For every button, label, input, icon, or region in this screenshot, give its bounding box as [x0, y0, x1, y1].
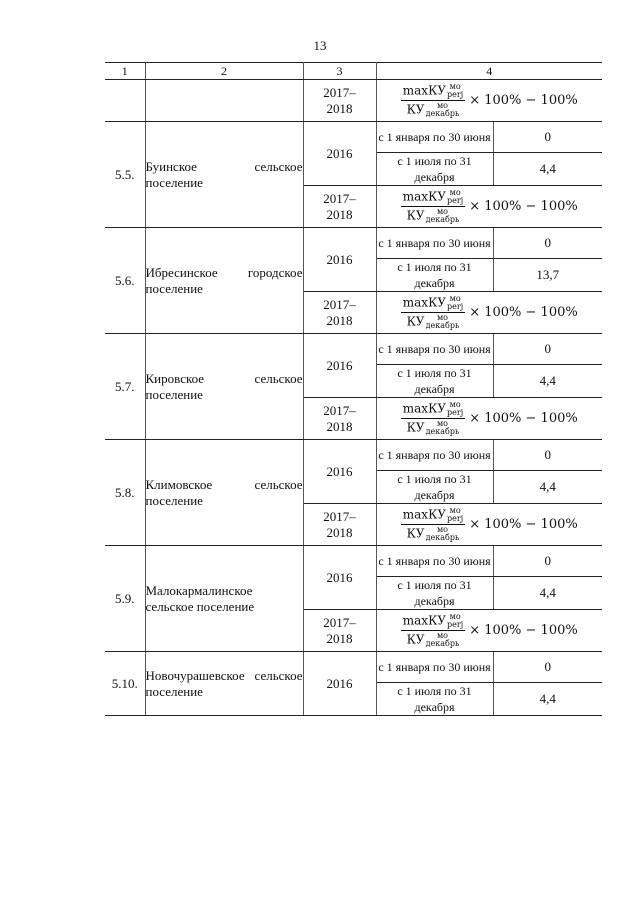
year-cell: 2017– 2018: [303, 292, 376, 334]
period-cell: с 1 июля по 31 декабря: [376, 365, 493, 398]
year-cell: 2017– 2018: [303, 186, 376, 228]
value-cell: 0: [493, 122, 602, 153]
period-cell: с 1 января по 30 июня: [376, 122, 493, 153]
period-cell: с 1 июля по 31 декабря: [376, 259, 493, 292]
table-row: [105, 122, 602, 153]
table-row: [105, 228, 602, 259]
formula-cell: [376, 186, 602, 228]
formula-cell: [376, 292, 602, 334]
name-cell: Буинское сельское поселение: [145, 122, 303, 228]
year-cell: 2017– 2018: [303, 504, 376, 546]
year-cell: 2016: [303, 652, 376, 716]
value-cell: 0: [493, 652, 602, 683]
value-cell: 4,4: [493, 153, 602, 186]
year-cell: 2017– 2018: [303, 610, 376, 652]
name-cell: Кировское сельское поселение: [145, 334, 303, 440]
period-cell: с 1 января по 30 июня: [376, 546, 493, 577]
value-cell: 4,4: [493, 471, 602, 504]
year-cell: 2016: [303, 546, 376, 610]
name-cell: Новочурашевское сельское поселение: [145, 652, 303, 716]
header-col-4: 4: [376, 63, 602, 80]
formula-cell: [376, 398, 602, 440]
formula: maxКУ мо perj КУ мо декабрь × 100% − 100%: [402, 400, 578, 437]
formula-cell: [376, 504, 602, 546]
value-cell: 4,4: [493, 577, 602, 610]
table-row: [105, 334, 602, 365]
year-cell: 2016: [303, 440, 376, 504]
num-cell: 5.8.: [105, 440, 145, 546]
table-row: [105, 440, 602, 471]
header-col-1: 1: [105, 63, 145, 80]
period-cell: с 1 июля по 31 декабря: [376, 683, 493, 716]
period-cell: с 1 июля по 31 декабря: [376, 577, 493, 610]
num-cell: 5.6.: [105, 228, 145, 334]
value-cell: 0: [493, 546, 602, 577]
year-cell: 2016: [303, 334, 376, 398]
formula-cell: [376, 80, 602, 122]
year-cell: 2017– 2018: [303, 80, 376, 122]
name-cell: Ибресинское городское поселение: [145, 228, 303, 334]
tariff-table: [105, 62, 602, 716]
header-row: [105, 63, 602, 80]
formula: maxКУ мо perj КУ мо декабрь × 100% − 100%: [402, 506, 578, 543]
year-cell: 2016: [303, 228, 376, 292]
page-number: 13: [313, 38, 327, 53]
value-cell: 4,4: [493, 365, 602, 398]
formula: maxКУ мо perj КУ мо декабрь × 100% − 100%: [402, 612, 578, 649]
num-cell: 5.5.: [105, 122, 145, 228]
period-cell: с 1 января по 30 июня: [376, 652, 493, 683]
header-col-3: 3: [303, 63, 376, 80]
formula-cell: [376, 610, 602, 652]
num-cell: 5.10.: [105, 652, 145, 716]
num-cell: [105, 80, 145, 122]
num-cell: 5.7.: [105, 334, 145, 440]
value-cell: 4,4: [493, 683, 602, 716]
period-cell: с 1 января по 30 июня: [376, 334, 493, 365]
value-cell: 0: [493, 228, 602, 259]
name-cell: Малокармалинское сельское поселение: [145, 546, 303, 652]
value-cell: 0: [493, 334, 602, 365]
period-cell: с 1 января по 30 июня: [376, 440, 493, 471]
year-cell: 2016: [303, 122, 376, 186]
formula: maxКУ мо perj КУ мо декабрь × 100% − 100%: [402, 82, 578, 119]
continuation-row: [105, 80, 602, 122]
period-cell: с 1 июля по 31 декабря: [376, 153, 493, 186]
period-cell: с 1 января по 30 июня: [376, 228, 493, 259]
header-col-2: 2: [145, 63, 303, 80]
table-row: [105, 652, 602, 683]
value-cell: 13,7: [493, 259, 602, 292]
formula: maxКУ мо perj КУ мо декабрь × 100% − 100%: [402, 294, 578, 331]
name-cell: Климовское сельское поселение: [145, 440, 303, 546]
table-row: [105, 546, 602, 577]
year-cell: 2017– 2018: [303, 398, 376, 440]
value-cell: 0: [493, 440, 602, 471]
formula: maxКУ мо perj КУ мо декабрь × 100% − 100%: [402, 188, 578, 225]
period-cell: с 1 июля по 31 декабря: [376, 471, 493, 504]
num-cell: 5.9.: [105, 546, 145, 652]
name-cell: [145, 80, 303, 122]
